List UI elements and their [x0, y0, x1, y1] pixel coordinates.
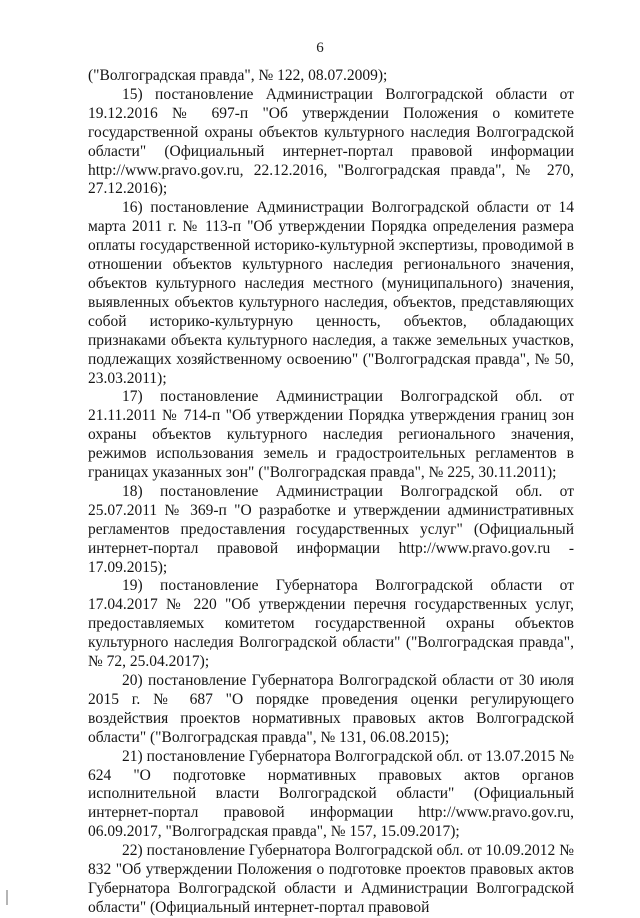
- paragraph-item-20: 20) постановление Губернатора Волгоградской области от 30 июля 2015 г. № 687 "О порядке проведения оценки регулирующего воздействия проектов нормативных правовых актов Волгоградской области" ("Волгоградская правда", № 131, 06.08.2015);: [88, 672, 574, 746]
- paragraph-item-16: 16) постановление Администрации Волгоградской области от 14 марта 2011 г. № 113-п "Об утверждении Порядка определения размера оплаты государственной историко-культурной экспертизы, проводимой в отношении объектов культурного наследия регионального значения, объектов культурного наследия местного (муниципального) значения, выявленных объектов культурного наследия, объектов, представляющих собой историко-культурную ценность, объектов, обладающих признаками объекта культурного наследия, а также земельных участков, подлежащих хозяйственному освоению" ("Волгоградская правда", № 50, 23.03.2011);: [88, 199, 574, 387]
- paragraph-item-19: 19) постановление Губернатора Волгоградской области от 17.04.2017 № 220 "Об утверждении перечня государственных услуг, предоставляемых комитетом государственной охраны объектов культурного наследия Волгоградской области" ("Волгоградская правда", № 72, 25.04.2017);: [88, 577, 574, 671]
- scan-edge-mark: [6, 890, 8, 905]
- paragraph-continuation: ("Волгоградская правда", № 122, 08.07.2009);: [88, 67, 388, 84]
- page-number: 6: [316, 40, 324, 56]
- paragraph-item-22: 22) постановление Губернатора Волгоградской обл. от 10.09.2012 № 832 "Об утверждении Положения о подготовке проектов правовых актов Губернатора Волгоградской области и Администрации Волгоградской области" (Официальный интернет-портал правовой: [88, 842, 574, 916]
- paragraph-item-18: 18) постановление Администрации Волгоградской обл. от 25.07.2011 № 369-п "О разработке и утверждении административных регламентов предоставления государственных услуг" (Официальный интернет-портал правовой информации http://www.pravo.gov.ru - 17.09.2015);: [88, 482, 574, 576]
- paragraph-item-15: 15) постановление Администрации Волгоградской области от 19.12.2016 № 697-п "Об утверждении Положения о комитете государственной охраны объектов культурного наследия Волгоградской области" (Официальный интернет-портал правовой информации http://www.pravo.gov.ru, 22.12.2016, "Волгоградская правда", № 270, 27.12.2016);: [88, 85, 574, 198]
- paragraph-item-21: 21) постановление Губернатора Волгоградской обл. от 13.07.2015 № 624 "О подготовке нормативных правовых актов органов исполнительной власти Волгоградской области" (Официальный интернет-портал правовой информации http://www.pravo.gov.ru, 06.09.2017, "Волгоградская правда", № 157, 15.09.2017);: [88, 747, 574, 841]
- paragraph-item-17: 17) постановление Администрации Волгоградской обл. от 21.11.2011 № 714-п "Об утверждении Порядка утверждения границ зон охраны объектов культурного наследия регионального значения, режимов использования земель и градостроительных регламентов в границах указанных зон" ("Волгоградская правда", № 225, 30.11.2011);: [88, 388, 574, 482]
- document-body: [88, 67, 574, 918]
